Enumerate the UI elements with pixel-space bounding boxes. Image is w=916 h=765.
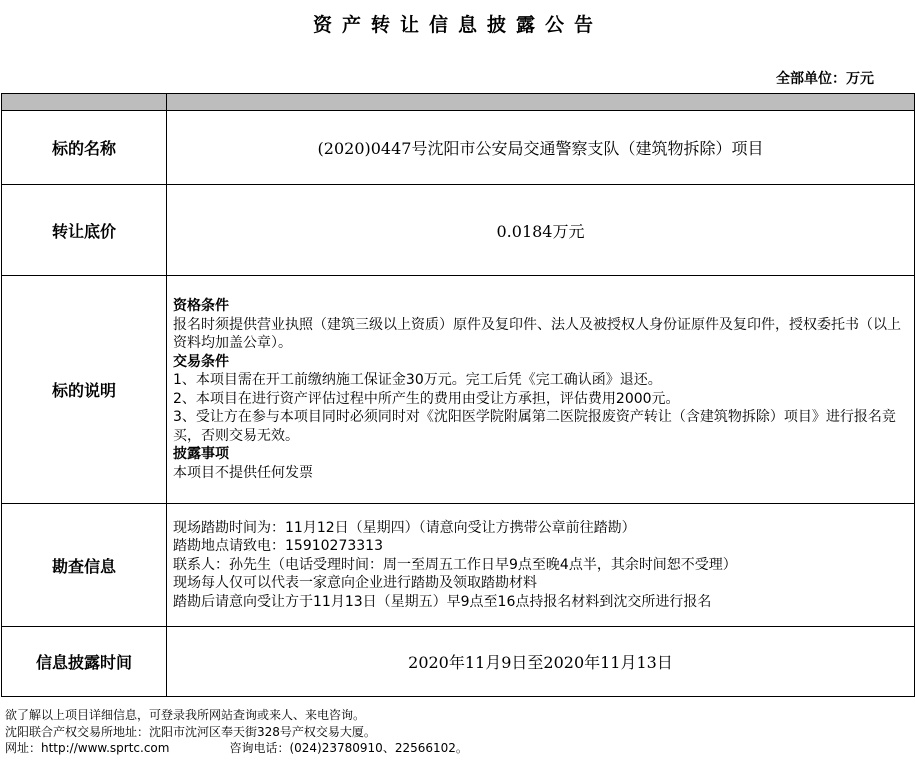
- label-name: 标的名称: [2, 111, 167, 185]
- value-survey: [167, 504, 915, 627]
- trade-item: 1、本项目需在开工前缴纳施工保证金30万元。完工后凭《完工确认函》退还。: [173, 372, 662, 388]
- label-survey: 勘查信息: [2, 504, 167, 627]
- trade-item: 3、受让方在参与本项目同时必须同时对《沈阳医学院附属第二医院报废资产转让（含建筑物拆除）项目》进行报名竞买，否则交易无效。: [173, 409, 896, 444]
- qual-heading: 资格条件: [173, 298, 229, 314]
- unit-label: 全部单位：万元: [776, 71, 874, 87]
- survey-line: 现场每人仅可以代表一家意向企业进行踏勘及领取踏勘材料: [173, 575, 537, 592]
- footer-line3: [5, 740, 468, 757]
- survey-line: 踏勘后请意向受让方于11月13日（星期五）早9点至16点持报名材料到沈交所进行报名: [173, 593, 712, 610]
- header-cell-left: [2, 94, 167, 111]
- footer-website[interactable]: 网址：http://www.sprtc.com: [5, 741, 170, 755]
- trade-item: 2、本项目在进行资产评估过程中所产生的费用由受让方承担，评估费用2000元。: [173, 390, 680, 407]
- row-period: [2, 627, 915, 697]
- row-name: [2, 111, 915, 185]
- row-survey: [2, 504, 915, 627]
- footer-info: [5, 707, 468, 757]
- disclosure-table: [1, 93, 915, 697]
- row-desc: [2, 276, 915, 504]
- page-title: 资产转让信息披露公告: [312, 14, 603, 36]
- disclose-text: 本项目不提供任何发票: [173, 464, 313, 481]
- label-period: 信息披露时间: [2, 627, 167, 697]
- disclose-heading: 披露事项: [173, 446, 229, 462]
- survey-line: 踏勘地点请致电：15910273313: [173, 538, 383, 555]
- footer-phone: 咨询电话：(024)23780910、22566102。: [229, 741, 468, 755]
- row-price: [2, 185, 915, 276]
- table-header-row: [2, 94, 915, 111]
- value-price: 0.0184万元: [167, 185, 915, 276]
- label-desc: 标的说明: [2, 276, 167, 504]
- value-desc: [167, 276, 915, 504]
- survey-line: 联系人：孙先生（电话受理时间：周一至周五工作日早9点至晚4点半，其余时间恕不受理）: [173, 556, 737, 573]
- value-name: (2020)0447号沈阳市公安局交通警察支队（建筑物拆除）项目: [167, 111, 915, 185]
- footer-line1: 欲了解以上项目详细信息，可登录我所网站查询或来人、来电咨询。: [5, 708, 366, 722]
- header-cell-right: [167, 94, 915, 111]
- survey-line: 现场踏勘时间为：11月12日（星期四）（请意向受让方携带公章前往踏勘）: [173, 519, 636, 536]
- trade-heading: 交易条件: [173, 353, 229, 370]
- label-price: 转让底价: [2, 185, 167, 276]
- footer-line2: 沈阳联合产权交易所地址：沈阳市沈河区奉天街328号产权交易大厦。: [5, 724, 376, 739]
- qual-text: 报名时须提供营业执照（建筑三级以上资质）原件及复印件、法人及被授权人身份证原件及复印件，授权委托书（以上资料均加盖公章）。: [173, 316, 901, 351]
- value-period: 2020年11月9日至2020年11月13日: [167, 627, 915, 697]
